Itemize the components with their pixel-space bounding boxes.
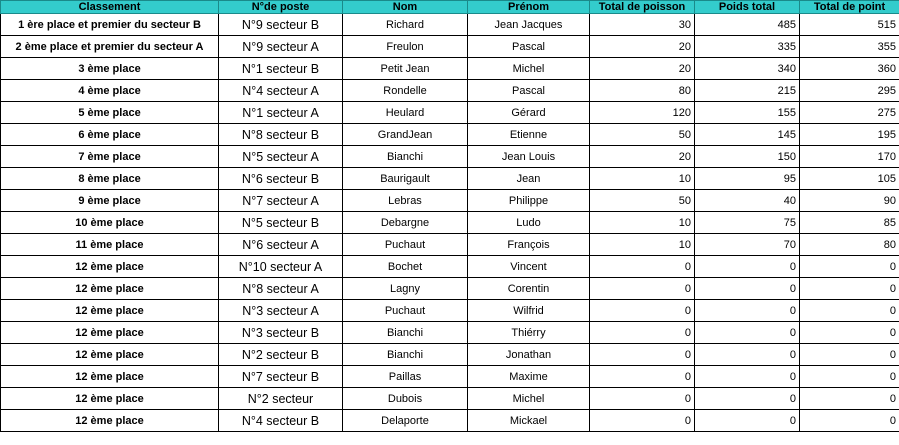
- cell-poste: N°8 secteur A: [219, 278, 343, 300]
- cell-poids-total: 145: [695, 124, 800, 146]
- cell-prenom: Maxime: [468, 366, 590, 388]
- cell-prenom: François: [468, 234, 590, 256]
- cell-poids-total: 0: [695, 322, 800, 344]
- cell-poste: N°10 secteur A: [219, 256, 343, 278]
- cell-classement: 12 ème place: [1, 410, 219, 432]
- cell-poids-total: 155: [695, 102, 800, 124]
- cell-prenom: Jean Louis: [468, 146, 590, 168]
- cell-classement: 10 ème place: [1, 212, 219, 234]
- cell-poids-total: 0: [695, 410, 800, 432]
- cell-poids-total: 0: [695, 366, 800, 388]
- cell-poids-total: 335: [695, 36, 800, 58]
- cell-poste: N°1 secteur A: [219, 102, 343, 124]
- cell-poste: N°7 secteur A: [219, 190, 343, 212]
- cell-nom: Puchaut: [343, 234, 468, 256]
- cell-total-poisson: 120: [590, 102, 695, 124]
- cell-poids-total: 0: [695, 300, 800, 322]
- cell-prenom: Michel: [468, 58, 590, 80]
- cell-total-point: 295: [800, 80, 899, 102]
- cell-total-poisson: 0: [590, 366, 695, 388]
- cell-poste: N°9 secteur A: [219, 36, 343, 58]
- cell-poste: N°5 secteur B: [219, 212, 343, 234]
- table-row: [1, 146, 899, 168]
- table-row: [1, 278, 899, 300]
- cell-poste: N°4 secteur B: [219, 410, 343, 432]
- cell-nom: Paillas: [343, 366, 468, 388]
- cell-poids-total: 0: [695, 256, 800, 278]
- table-body: [1, 14, 899, 432]
- cell-classement: 12 ème place: [1, 322, 219, 344]
- cell-total-poisson: 20: [590, 58, 695, 80]
- cell-prenom: Ludo: [468, 212, 590, 234]
- cell-total-poisson: 50: [590, 190, 695, 212]
- cell-total-point: 195: [800, 124, 899, 146]
- cell-total-point: 0: [800, 388, 899, 410]
- cell-classement: 9 ème place: [1, 190, 219, 212]
- cell-nom: Richard: [343, 14, 468, 36]
- cell-total-poisson: 30: [590, 14, 695, 36]
- cell-poste: N°3 secteur B: [219, 322, 343, 344]
- cell-classement: 6 ème place: [1, 124, 219, 146]
- cell-poids-total: 485: [695, 14, 800, 36]
- cell-total-poisson: 0: [590, 322, 695, 344]
- cell-classement: 12 ème place: [1, 300, 219, 322]
- table-row: [1, 14, 899, 36]
- cell-poids-total: 75: [695, 212, 800, 234]
- cell-nom: Bianchi: [343, 344, 468, 366]
- table-row: [1, 212, 899, 234]
- cell-nom: Bianchi: [343, 322, 468, 344]
- cell-total-poisson: 0: [590, 410, 695, 432]
- cell-poste: N°7 secteur B: [219, 366, 343, 388]
- table-row: [1, 58, 899, 80]
- table-row: [1, 80, 899, 102]
- cell-total-poisson: 0: [590, 300, 695, 322]
- table-row: [1, 168, 899, 190]
- table-row: [1, 366, 899, 388]
- cell-total-point: 0: [800, 256, 899, 278]
- cell-prenom: Michel: [468, 388, 590, 410]
- cell-prenom: Philippe: [468, 190, 590, 212]
- table-row: [1, 102, 899, 124]
- cell-total-point: 355: [800, 36, 899, 58]
- cell-total-point: 105: [800, 168, 899, 190]
- cell-poste: N°3 secteur A: [219, 300, 343, 322]
- cell-nom: Debargne: [343, 212, 468, 234]
- cell-total-poisson: 80: [590, 80, 695, 102]
- cell-nom: Bianchi: [343, 146, 468, 168]
- cell-total-point: 85: [800, 212, 899, 234]
- cell-total-point: 0: [800, 278, 899, 300]
- cell-nom: Dubois: [343, 388, 468, 410]
- table-row: [1, 190, 899, 212]
- cell-poids-total: 215: [695, 80, 800, 102]
- cell-nom: Baurigault: [343, 168, 468, 190]
- cell-poste: N°9 secteur B: [219, 14, 343, 36]
- cell-total-point: 275: [800, 102, 899, 124]
- cell-prenom: Gérard: [468, 102, 590, 124]
- table-row: [1, 410, 899, 432]
- cell-total-point: 0: [800, 300, 899, 322]
- header-poids-total: Poids total: [695, 1, 800, 14]
- table-row: [1, 124, 899, 146]
- cell-nom: Puchaut: [343, 300, 468, 322]
- cell-nom: Lebras: [343, 190, 468, 212]
- cell-poste: N°8 secteur B: [219, 124, 343, 146]
- cell-total-poisson: 10: [590, 168, 695, 190]
- cell-total-poisson: 0: [590, 278, 695, 300]
- cell-poste: N°1 secteur B: [219, 58, 343, 80]
- header-total-poisson: Total de poisson: [590, 1, 695, 14]
- cell-poids-total: 150: [695, 146, 800, 168]
- cell-prenom: Mickael: [468, 410, 590, 432]
- table-row: [1, 388, 899, 410]
- cell-total-poisson: 0: [590, 344, 695, 366]
- header-poste: N°de poste: [219, 1, 343, 14]
- cell-nom: Rondelle: [343, 80, 468, 102]
- cell-nom: Freulon: [343, 36, 468, 58]
- cell-total-poisson: 0: [590, 256, 695, 278]
- cell-poste: N°6 secteur B: [219, 168, 343, 190]
- cell-classement: 12 ème place: [1, 344, 219, 366]
- cell-classement: 1 ère place et premier du secteur B: [1, 14, 219, 36]
- header-row: [1, 1, 899, 14]
- cell-classement: 11 ème place: [1, 234, 219, 256]
- cell-classement: 12 ème place: [1, 366, 219, 388]
- cell-poste: N°2 secteur: [219, 388, 343, 410]
- cell-poste: N°2 secteur B: [219, 344, 343, 366]
- cell-classement: 12 ème place: [1, 256, 219, 278]
- cell-prenom: Corentin: [468, 278, 590, 300]
- table-row: [1, 344, 899, 366]
- cell-total-point: 360: [800, 58, 899, 80]
- table-row: [1, 300, 899, 322]
- cell-poids-total: 0: [695, 344, 800, 366]
- cell-nom: Petit Jean: [343, 58, 468, 80]
- cell-total-poisson: 10: [590, 212, 695, 234]
- cell-classement: 7 ème place: [1, 146, 219, 168]
- cell-poste: N°6 secteur A: [219, 234, 343, 256]
- cell-nom: Delaporte: [343, 410, 468, 432]
- cell-total-point: 0: [800, 410, 899, 432]
- cell-nom: GrandJean: [343, 124, 468, 146]
- cell-classement: 8 ème place: [1, 168, 219, 190]
- cell-prenom: Pascal: [468, 36, 590, 58]
- table-row: [1, 36, 899, 58]
- header-total-point: Total de point: [800, 1, 899, 14]
- cell-poste: N°5 secteur A: [219, 146, 343, 168]
- cell-total-poisson: 50: [590, 124, 695, 146]
- cell-total-point: 0: [800, 322, 899, 344]
- cell-total-point: 0: [800, 344, 899, 366]
- cell-nom: Heulard: [343, 102, 468, 124]
- cell-prenom: Etienne: [468, 124, 590, 146]
- cell-total-poisson: 20: [590, 146, 695, 168]
- cell-total-poisson: 0: [590, 388, 695, 410]
- cell-classement: 4 ème place: [1, 80, 219, 102]
- cell-prenom: Jean Jacques: [468, 14, 590, 36]
- cell-nom: Lagny: [343, 278, 468, 300]
- header-nom: Nom: [343, 1, 468, 14]
- cell-classement: 12 ème place: [1, 278, 219, 300]
- cell-prenom: Jonathan: [468, 344, 590, 366]
- header-classement: Classement: [1, 1, 219, 14]
- cell-classement: 2 ème place et premier du secteur A: [1, 36, 219, 58]
- cell-total-poisson: 20: [590, 36, 695, 58]
- cell-poids-total: 95: [695, 168, 800, 190]
- cell-poids-total: 40: [695, 190, 800, 212]
- cell-prenom: Vincent: [468, 256, 590, 278]
- cell-poids-total: 0: [695, 388, 800, 410]
- cell-prenom: Jean: [468, 168, 590, 190]
- cell-poids-total: 70: [695, 234, 800, 256]
- cell-total-poisson: 10: [590, 234, 695, 256]
- cell-poste: N°4 secteur A: [219, 80, 343, 102]
- cell-prenom: Pascal: [468, 80, 590, 102]
- cell-classement: 12 ème place: [1, 388, 219, 410]
- cell-classement: 5 ème place: [1, 102, 219, 124]
- cell-nom: Bochet: [343, 256, 468, 278]
- cell-total-point: 170: [800, 146, 899, 168]
- cell-poids-total: 0: [695, 278, 800, 300]
- cell-prenom: Wilfrid: [468, 300, 590, 322]
- cell-total-point: 90: [800, 190, 899, 212]
- cell-poids-total: 340: [695, 58, 800, 80]
- cell-total-point: 80: [800, 234, 899, 256]
- header-prenom: Prénom: [468, 1, 590, 14]
- cell-classement: 3 ème place: [1, 58, 219, 80]
- table-row: [1, 322, 899, 344]
- cell-total-point: 0: [800, 366, 899, 388]
- table-row: [1, 234, 899, 256]
- table-row: [1, 256, 899, 278]
- cell-total-point: 515: [800, 14, 899, 36]
- cell-prenom: Thiérry: [468, 322, 590, 344]
